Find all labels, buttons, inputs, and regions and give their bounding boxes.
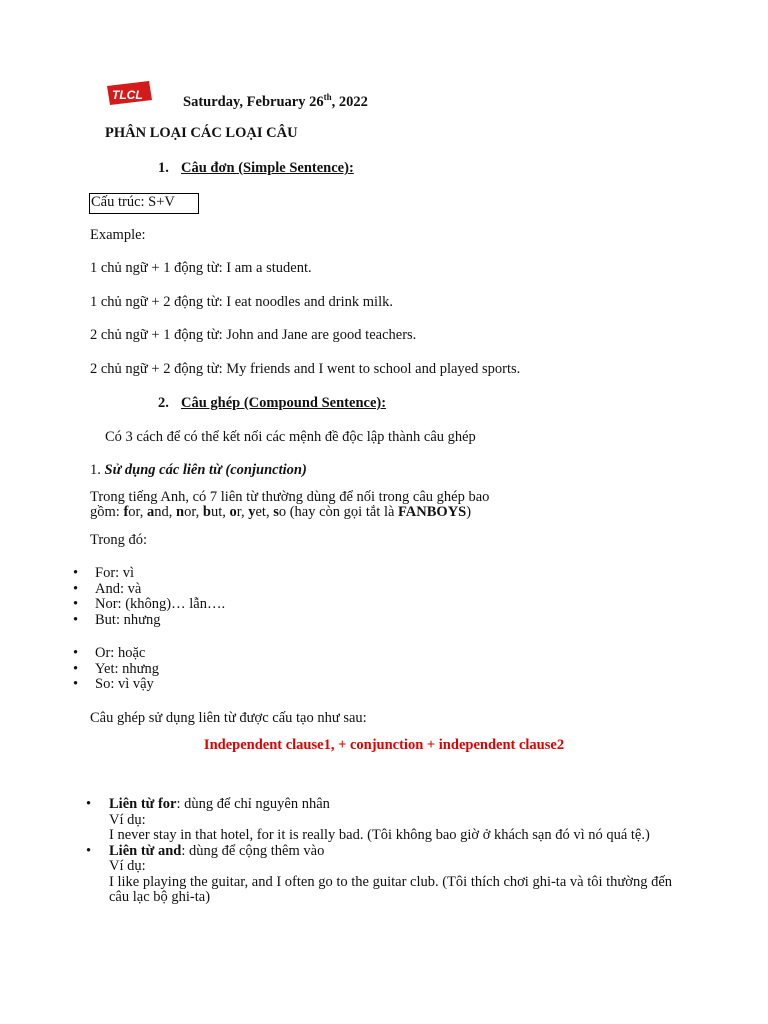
fanboys-words: for, and, nor, but, or, yet, so: [123, 504, 287, 520]
fanboys-word: yet: [248, 504, 266, 520]
example-label: Example:: [90, 227, 146, 243]
date-line: Saturday, February 26th, 2022: [183, 92, 368, 110]
fanboys-word: or: [229, 504, 241, 520]
section2-heading: Câu ghép (Compound Sentence):: [181, 395, 387, 411]
list-item: • Liên từ and: dùng để cộng thêm vào Ví dụ: I like playing the guitar, and I often go to the guitar club. (Tôi thích chơi ghi-ta và tôi thường đến câu lạc bộ ghi-ta): [86, 842, 673, 905]
logo: [105, 80, 153, 106]
list-item: • Liên từ for: dùng để chỉ nguyên nhân Ví dụ: I never stay in that hotel, for it is really bad. (Tôi không bao giờ ở khách sạn đó vì nó quá tệ.): [86, 796, 650, 843]
section2-number: 2.: [158, 395, 169, 411]
list-item: • For: vì: [73, 565, 135, 581]
conjunction-list-b: [73, 646, 159, 693]
formula: Independent clause1, + conjunction + independent clause2: [203, 737, 565, 753]
fanboys-paragraph-line2: gồm: for, and, nor, but, or, yet, so (hay còn gọi tắt là FANBOYS): [90, 504, 472, 520]
section2-intro: Có 3 cách để có thể kết nối các mệnh đề độc lập thành câu ghép: [105, 429, 476, 445]
conjunction-list-a: [73, 566, 225, 628]
list-item: • And: và: [73, 580, 142, 597]
example-2: 1 chủ ngữ + 2 động từ: I eat noodles and drink milk.: [90, 294, 393, 310]
list-item: • But: nhưng: [73, 611, 161, 628]
trong-do-label: Trong đó:: [90, 532, 148, 548]
logo-graphic: [105, 80, 153, 106]
fanboys-word: for: [123, 504, 140, 520]
fanboys-paragraph-line1: Trong tiếng Anh, có 7 liên từ thường dùng để nối trong câu ghép bao: [90, 489, 490, 505]
fanboys-word: and: [147, 504, 169, 520]
example-3: 2 chủ ngữ + 1 động từ: John and Jane are good teachers.: [90, 327, 417, 343]
formula-intro: Câu ghép sử dụng liên từ được cấu tạo như sau:: [90, 710, 367, 726]
structure-box: Cấu trúc: S+V: [89, 193, 199, 214]
fanboys-word: so: [273, 504, 287, 520]
subsection-heading: 1. Sử dụng các liên từ (conjunction): [90, 462, 307, 478]
example-4: 2 chủ ngữ + 2 động từ: My friends and I went to school and played sports.: [90, 361, 521, 377]
list-item: • Or: hoặc: [73, 645, 146, 661]
page-title: PHÂN LOẠI CÁC LOẠI CÂU: [105, 125, 298, 141]
fanboys-word: but: [202, 504, 223, 520]
fanboys-word: nor: [176, 504, 196, 520]
section1-heading: Câu đơn (Simple Sentence):: [181, 160, 354, 176]
conjunction-detail-list: [86, 797, 686, 906]
example-1: 1 chủ ngữ + 1 động từ: I am a student.: [90, 260, 312, 276]
svg-text:TLCL: TLCL: [112, 88, 143, 102]
section1-number: 1.: [158, 160, 169, 176]
list-item: • So: vì vậy: [73, 676, 154, 692]
list-item: • Nor: (không)… lẫn….: [73, 596, 226, 612]
list-item: • Yet: nhưng: [73, 660, 159, 677]
